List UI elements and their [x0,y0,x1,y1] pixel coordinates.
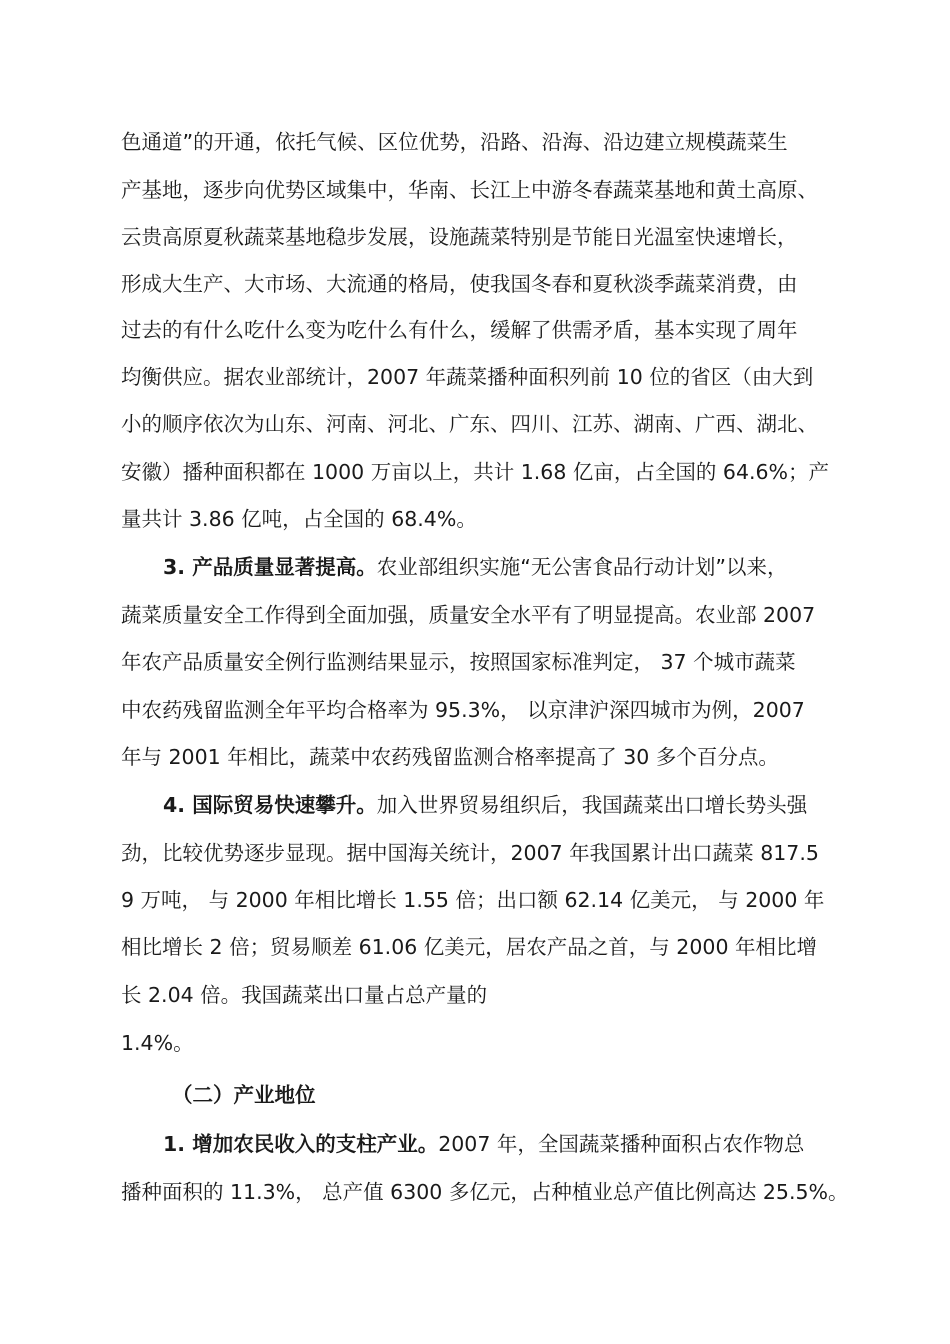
section-heading: （二）产业地位 [172,1083,316,1107]
body-line: 色通道”的开通，依托气候、区位优势，沿路、沿海、沿边建立规模蔬菜生 [121,130,788,154]
body-line: 年与 2001 年相比，蔬菜中农药残留监测合格率提高了 30 多个百分点。 [121,745,779,769]
paragraph-3-first-text: 农业部组织实施“无公害食品行动计划”以来， [376,555,788,579]
body-line: 云贵高原夏秋蔬菜基地稳步发展，设施蔬菜特别是节能日光温室快速增长， [121,225,798,249]
body-line: 1.4%。 [121,1031,194,1055]
body-line: 播种面积的 11.3%， 总产值 6300 多亿元，占种植业总产值比例高达 25.5%。 [121,1180,849,1204]
body-line: 年农产品质量安全例行监测结果显示，按照国家标准判定， 37 个城市蔬菜 [121,650,796,674]
paragraph-1-heading: 1. 增加农民收入的支柱产业。 [163,1132,439,1156]
body-line: 产基地，逐步向优势区域集中，华南、长江上中游冬春蔬菜基地和黄土高原、 [121,178,818,202]
paragraph-4-first-text: 加入世界贸易组织后，我国蔬菜出口增长势头强 [376,793,808,817]
body-line: 安徽）播种面积都在 1000 万亩以上，共计 1.68 亿亩，占全国的 64.6%；产 [121,460,830,484]
body-line: 9 万吨， 与 2000 年相比增长 1.55 倍；出口额 62.14 亿美元， 与 2000 年 [121,888,825,912]
body-line: 长 2.04 倍。我国蔬菜出口量占总产量的 [121,983,488,1007]
paragraph-3-first-line [163,543,787,591]
body-line: 蔬菜质量安全工作得到全面加强，质量安全水平有了明显提高。农业部 2007 [121,603,816,627]
body-line: 小的顺序依次为山东、河南、河北、广东、四川、江苏、湖南、广西、湖北、 [121,412,818,436]
body-line: 劲，比较优势逐步显现。据中国海关统计，2007 年我国累计出口蔬菜 817.5 [121,841,819,865]
body-line: 相比增长 2 倍；贸易顺差 61.06 亿美元，居农产品之首，与 2000 年相比增 [121,935,817,959]
paragraph-1-first-text: 2007 年，全国蔬菜播种面积占农作物总 [438,1132,805,1156]
paragraph-3-heading: 3. 产品质量显著提高。 [163,555,377,579]
paragraph-4-heading: 4. 国际贸易快速攀升。 [163,793,377,817]
body-line: 量共计 3.86 亿吨，占全国的 68.4%。 [121,507,477,531]
paragraph-4-first-line [163,781,807,829]
paragraph-1-first-line [163,1120,804,1168]
body-line: 过去的有什么吃什么变为吃什么有什么，缓解了供需矛盾，基本实现了周年 [121,318,798,342]
body-line: 中农药残留监测全年平均合格率为 95.3%， 以京津沪深四城市为例，2007 [121,698,805,722]
body-line: 形成大生产、大市场、大流通的格局，使我国冬春和夏秋淡季蔬菜消费，由 [121,272,798,296]
body-line: 均衡供应。据农业部统计，2007 年蔬菜播种面积列前 10 位的省区（由大到 [121,365,814,389]
